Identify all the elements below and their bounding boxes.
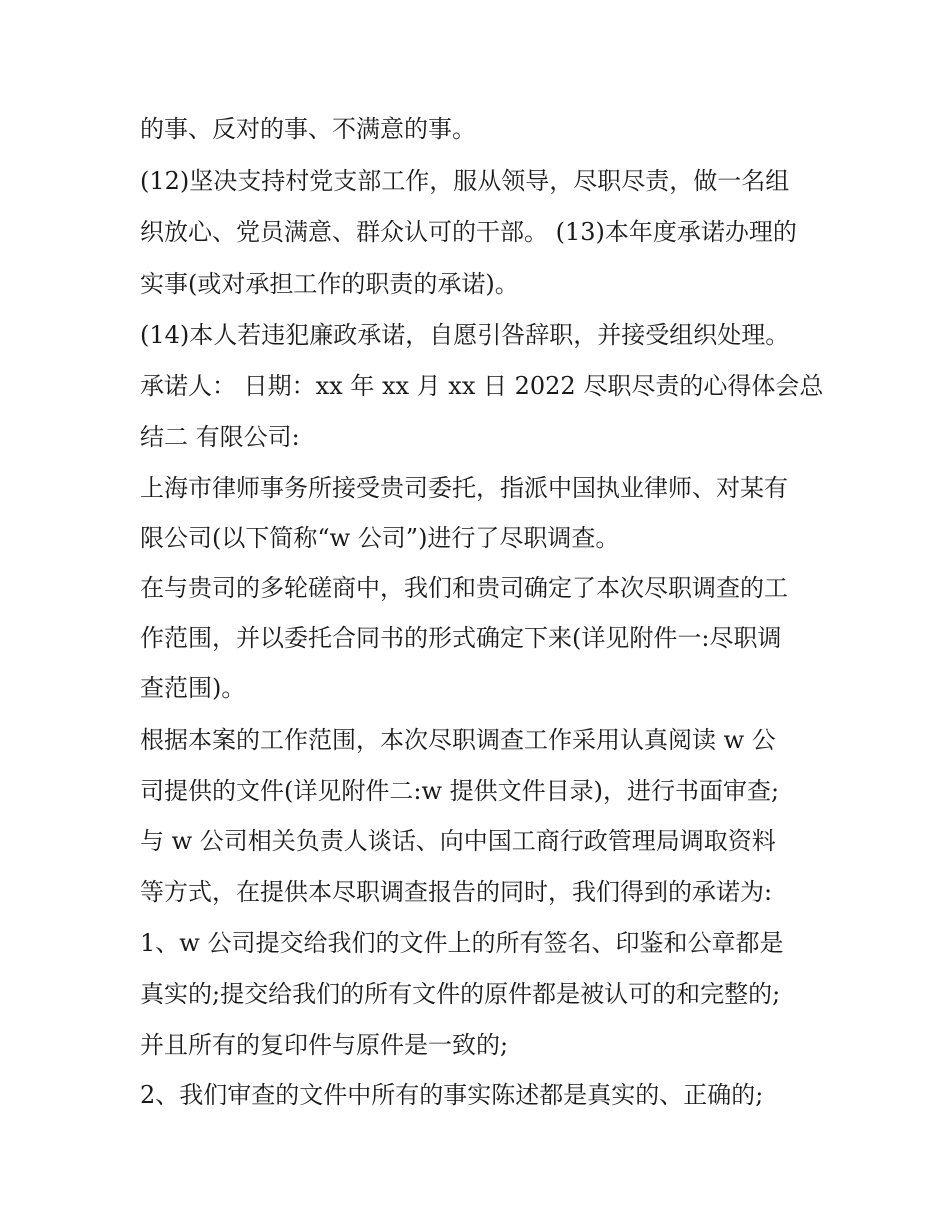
text-line-20: 2、我们审查的文件中所有的事实陈述都是真实的、正确的; xyxy=(140,1081,764,1109)
text-line-19: 并且所有的复印件与原件是一致的; xyxy=(140,1031,509,1059)
text-line-17: 1、w 公司提交给我们的文件上的所有签名、印鉴和公章都是 xyxy=(140,929,784,957)
text-line-16: 等方式，在提供本尽职调查报告的同时，我们得到的承诺为: xyxy=(140,878,773,906)
text-line-7: 结二 有限公司: xyxy=(140,423,300,451)
text-line-13: 根据本案的工作范围，本次尽职调查工作采用认真阅读 w 公 xyxy=(140,726,776,754)
text-line-10: 在与贵司的多轮磋商中，我们和贵司确定了本次尽职调查的工 xyxy=(140,574,788,602)
text-line-5: (14)本人若违犯廉政承诺，自愿引咎辞职，并接受组织处理。 xyxy=(140,321,790,349)
text-line-11: 作范围，并以委托合同书的形式确定下来(详见附件一:尽职调 xyxy=(140,624,782,652)
text-line-1: 的事、反对的事、不满意的事。 xyxy=(140,115,476,143)
text-line-15: 与 w 公司相关负责人谈话、向中国工商行政管理局调取资料 xyxy=(140,827,776,855)
text-line-6: 承诺人： 日期：xx 年 xx 月 xx 日 2022 尽职尽责的心得体会总 xyxy=(140,372,824,400)
text-line-8: 上海市律师事务所接受贵司委托，指派中国执业律师、对某有 xyxy=(140,474,788,502)
text-line-4: 实事(或对承担工作的职责的承诺)。 xyxy=(140,270,519,298)
text-line-2: (12)坚决支持村党支部工作，服从领导，尽职尽责，做一名组 xyxy=(140,167,790,195)
text-line-12: 查范围)。 xyxy=(140,674,246,702)
text-line-18: 真实的;提交给我们的所有文件的原件都是被认可的和完整的; xyxy=(140,980,781,1008)
text-line-9: 限公司(以下简称“w 公司”)进行了尽职调查。 xyxy=(140,524,620,552)
text-line-14: 司提供的文件(详见附件二:w 提供文件目录)，进行书面审查; xyxy=(140,777,780,805)
text-line-3: 织放心、党员满意、群众认可的干部。 (13)本年度承诺办理的 xyxy=(140,218,797,246)
